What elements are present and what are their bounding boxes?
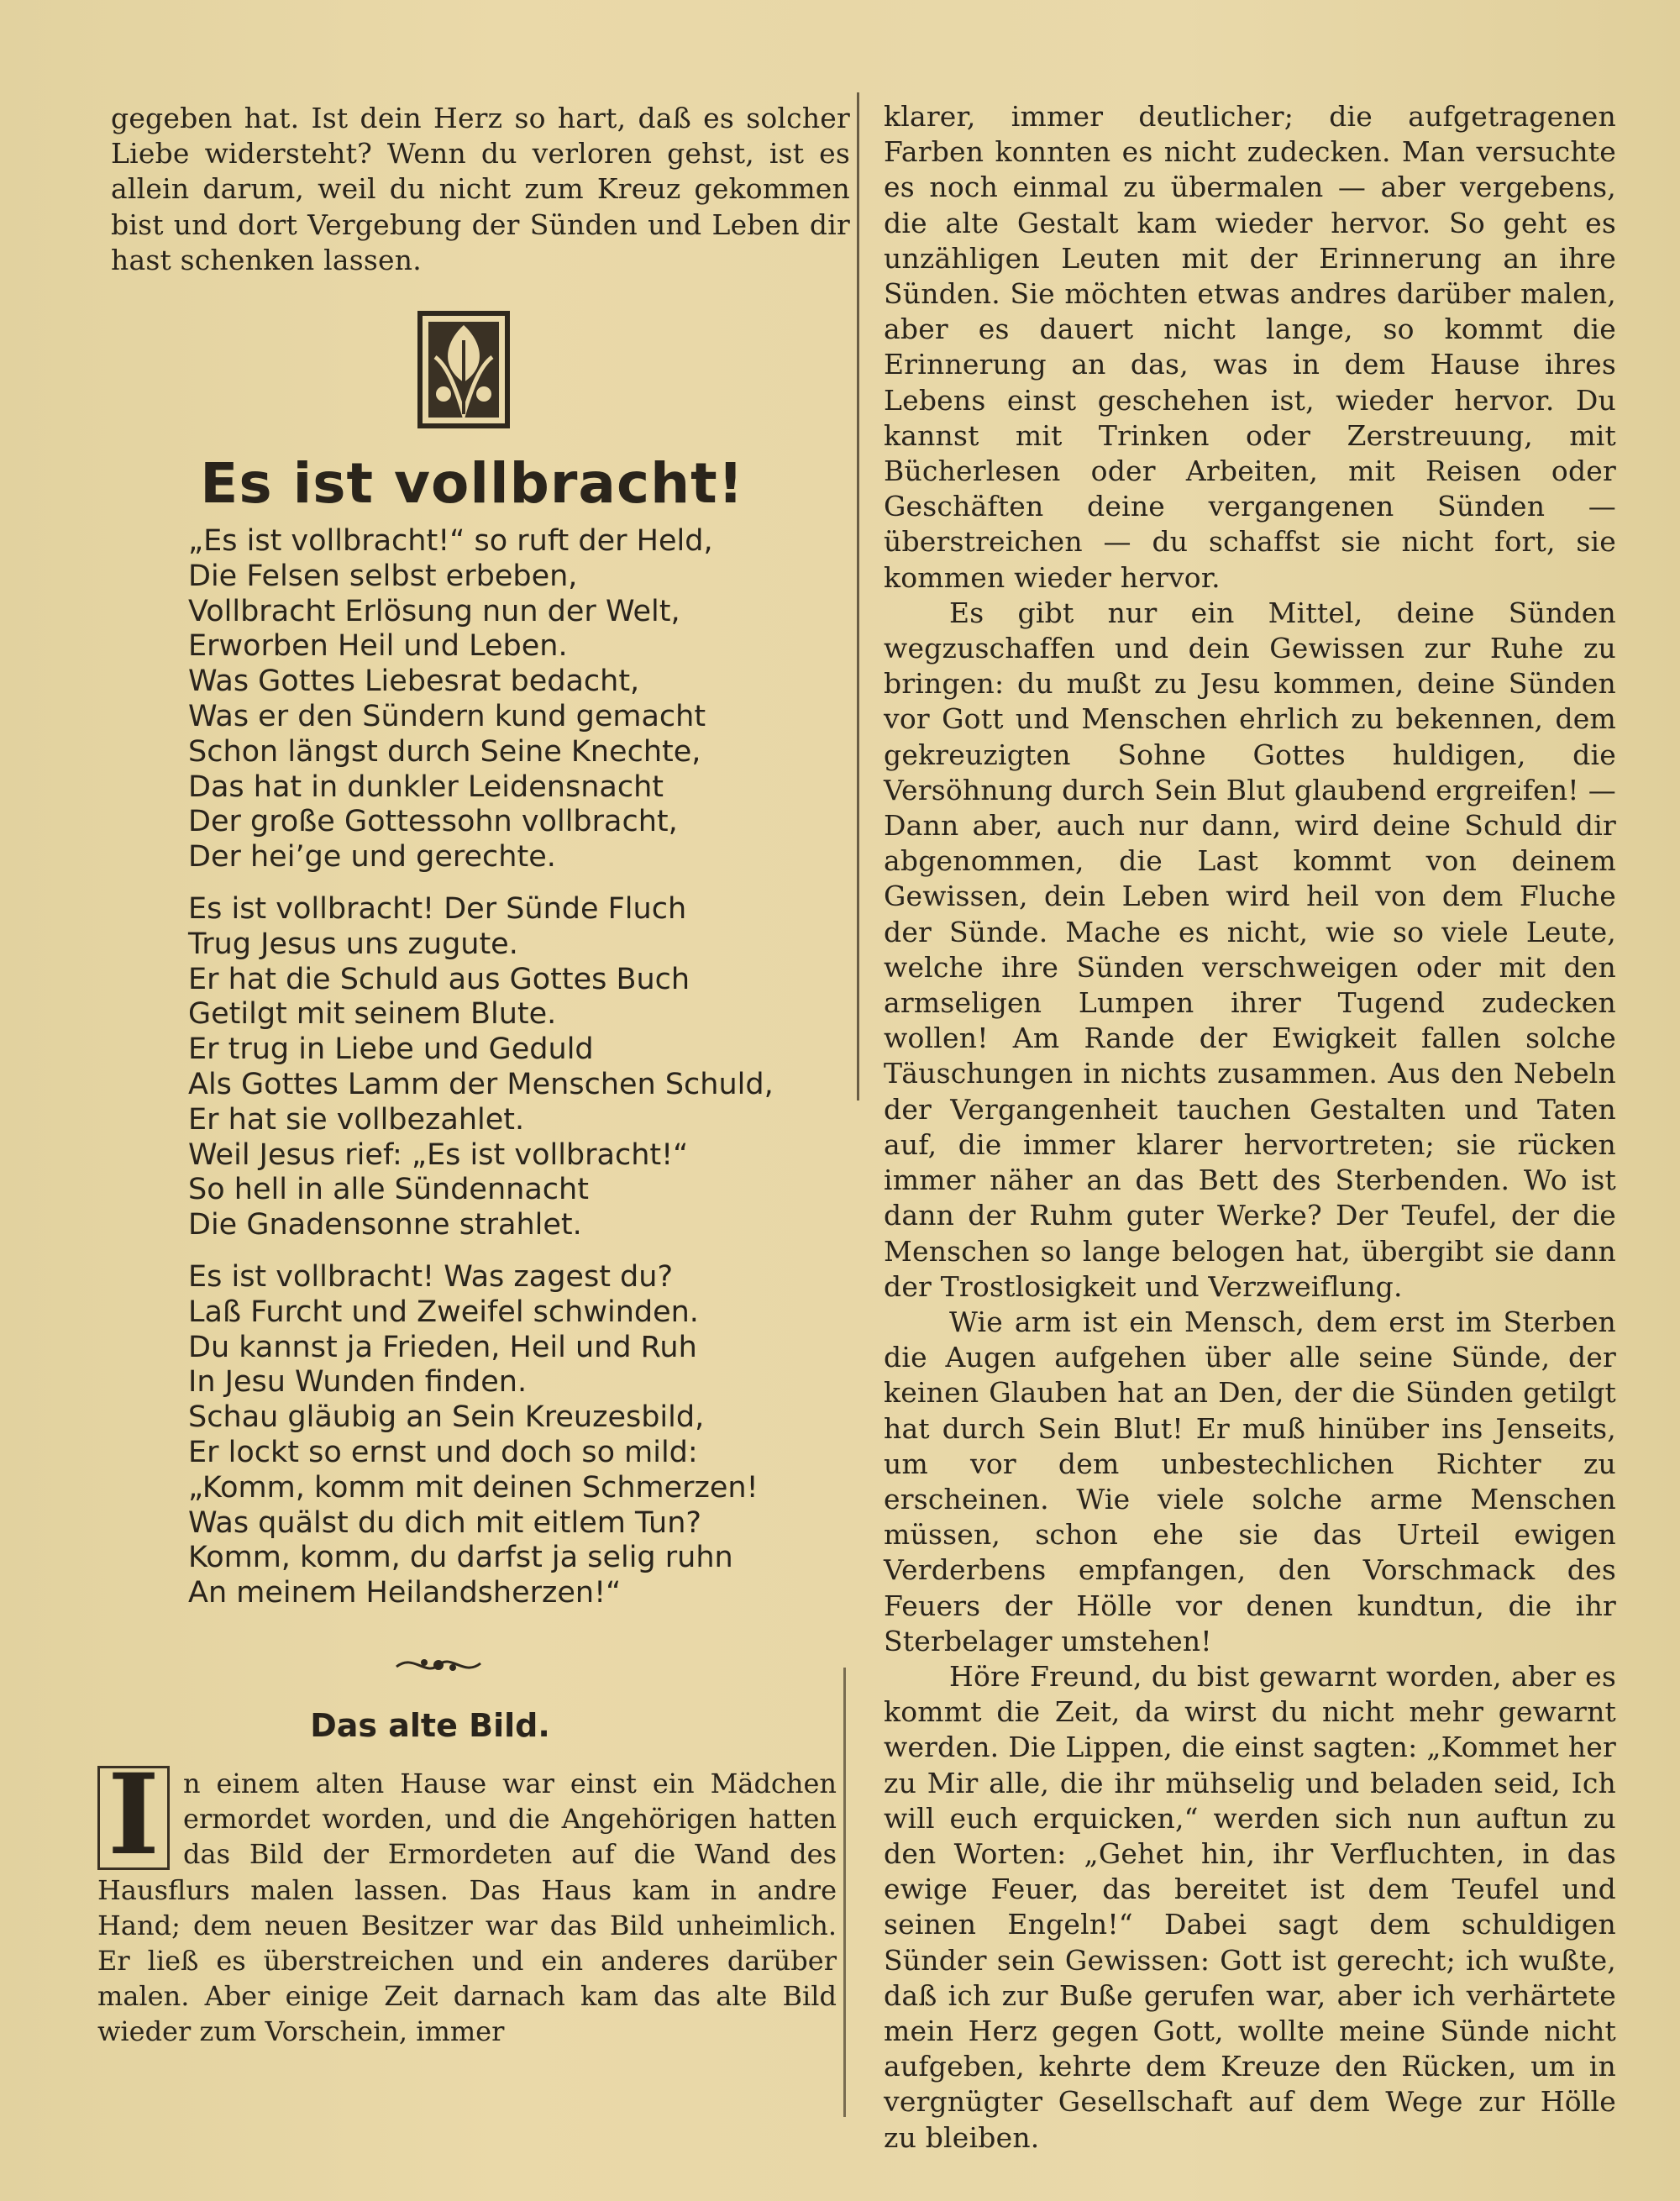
poem-line: Es ist vollbracht! Was zagest du? — [188, 1259, 674, 1294]
paragraph: klarer, immer deutlicher; die aufgetragenen Farben konnten es nicht zudecken. Man versuchte es noch einmal zu übermalen — aber vergebens, die alte Gestalt kam wieder hervor. So geht es unzähligen Leuten mit der Erinnerung an ihre Sünden. Sie möchten etwas andres darüber malen, aber es dauert nicht lange, so kommt die Erinnerung an das, was in dem Hause ihres Lebens einst geschehen ist, wieder hervor. Du kannst mit Trinken oder Zerstreuung, mit Bücherlesen oder Arbeiten, mit Reisen oder Geschäften deine vergangenen Sünden — überstreichen — du schaffst sie nicht fort, sie kommen wieder hervor. — [884, 100, 1616, 594]
drop-cap: I — [97, 1766, 170, 1870]
story-text: n einem alten Hause war einst ein Mädchen ermordet worden, und die Angehörigen hatten das Bild der Ermordeten auf die Wand des Hausflurs malen lassen. Das Haus kam in andre Hand; dem neuen Besitzer war das Bild unheimlich. Er ließ es überstreichen und ein anderes darüber malen. Aber einige Zeit darnach kam das alte Bild wieder zum Vorschein, immer — [97, 1767, 837, 2048]
poem-line: Was quälst du dich mit eitlem Tun? — [188, 1505, 701, 1540]
paragraph: Höre Freund, du bist gewarnt worden, aber es kommt die Zeit, da wirst du nicht mehr gewarnt werden. Die Lippen, die einst sagten: „Kommet her zu Mir alle, die ihr mühselig und beladen seid, Ich will euch erquicken,“ werden sich nun auftun zu den Worten: „Gehet hin, ihr Verfluchten, in das ewige Feuer, das bereitet ist dem Teufel und seinen Engeln!“ Dabei sagt dem schuldigen Sünder sein Gewissen: Gott ist gerecht; ich wußte, daß ich zur Buße gerufen war, aber ich verhärtete mein Herz gegen Gott, wollte meine Sünde nicht aufgeben, kehrte dem Kreuze den Rücken, um in vergnügter Gesellschaft auf dem Wege zur Hölle zu bleiben. — [884, 1659, 1616, 2154]
poem-line: Vollbracht Erlösung nun der Welt, — [188, 594, 680, 628]
poem-line: Laß Furcht und Zweifel schwinden. — [188, 1295, 699, 1329]
paragraph: Es gibt nur ein Mittel, deine Sünden wegzuschaffen und dein Gewissen zur Ruhe zu bringen: du mußt zu Jesu kommen, deine Sünden vor Gott und Menschen ehrlich zu bekennen, dem gekreuzigten Sohne Gottes huldigen, die Versöhnung durch Sein Blut glaubend ergreifen! — Dann aber, auch nur dann, wird deine Schuld dir abgenommen, die Last kommt von deinem Gewissen, dein Leben wird heil von dem Fluche der Sünde. Mache es nicht, wie so viele Leute, welche ihre Sünden verschweigen oder mit den armseligen Lumpen ihrer Tugend zudecken wollen! Am Rande der Ewigkeit fallen solche Täuschungen in nichts zusammen. Aus den Nebeln der Vergangenheit tauchen Gestalten und Taten auf, die immer klarer hervortreten; sie rücken immer näher an das Bett des Sterbenden. Wo ist dann der Ruhm guter Werke? Der Teufel, der die Menschen so lange belogen hat, übergibt sie dann der Trostlosigkeit und Verzweiflung. — [884, 596, 1616, 1303]
poem-line: In Jesu Wunden finden. — [188, 1365, 528, 1400]
poem-line: Erworben Heil und Leben. — [188, 629, 568, 664]
poem-line: Er hat die Schuld aus Gottes Buch — [188, 962, 690, 996]
left-column — [97, 101, 850, 2050]
poem-line: Er lockt so ernst und doch so mild: — [188, 1435, 698, 1469]
poem-line: Das hat in dunkler Leidensnacht — [188, 770, 664, 804]
poem-line: „Es ist vollbracht!“ so ruft der Held, — [188, 524, 713, 559]
paragraph: Wie arm ist ein Mensch, dem erst im Sterben die Augen aufgehen über alle seine Sünde, der keinen Glauben hat an Den, der die Sünden getilgt hat durch Sein Blut! Er muß hinüber ins Jenseits, um vor dem unbestechlichen Richter zu erscheinen. Wie viele solche arme Menschen müssen, schon ehe sie das Urteil ewigen Verderbens empfangen, den Vorschmack des Feuers der Hölle vor denen kundtun, die ihr Sterbelager umstehen! — [884, 1305, 1616, 1657]
poem-stanza-2 — [188, 892, 850, 1243]
poem-line: Er trug in Liebe und Geduld — [188, 1032, 594, 1067]
right-column — [884, 99, 1616, 2156]
right-column-text — [884, 99, 1616, 2156]
poem-line: Weil Jesus rief: „Es ist vollbracht!“ — [188, 1137, 689, 1172]
poem-line: Was er den Sündern kund gemacht — [188, 700, 706, 733]
poem-line: Schau gläubig an Sein Kreuzesbild, — [188, 1400, 705, 1435]
poem-line: Du kannst ja Frieden, Heil und Ruh — [188, 1330, 697, 1364]
poem-line: Er hat sie vollbezahlet. — [188, 1102, 525, 1137]
flourish-icon — [392, 1648, 485, 1682]
poem-line: Der große Gottessohn vollbracht, — [188, 805, 678, 839]
poem-line: Die Gnadensonne strahlet. — [188, 1208, 582, 1242]
poem-line: Die Felsen selbst erbeben, — [188, 559, 578, 593]
intro-paragraph: gegeben hat. Ist dein Herz so hart, daß es solcher Liebe widersteht? Wenn du verloren gehst, ist es allein darum, weil du nicht zum Kreuz gekommen bist und dort Vergebung der Sünden und Leben dir hast schenken lassen. — [111, 102, 850, 276]
poem-line: So hell in alle Sündennacht — [188, 1173, 589, 1207]
poem-line: Schon längst durch Seine Knechte, — [188, 734, 701, 769]
poem-line: Was Gottes Liebesrat bedacht, — [188, 665, 640, 699]
poem-title: Es ist vollbracht! — [200, 451, 744, 517]
poem-line: Als Gottes Lamm der Menschen Schuld, — [188, 1067, 774, 1101]
poem-line: Es ist vollbracht! Der Sünde Fluch — [188, 891, 687, 926]
floral-vignette-icon — [413, 307, 514, 433]
poem-line: An meinem Heilandsherzen!“ — [188, 1576, 622, 1610]
poem-line: Komm, komm, du darfst ja selig ruhn — [188, 1541, 733, 1575]
poem-line: Der hei’ge und gerechte. — [188, 840, 556, 875]
poem-line: Getilgt mit seinem Blute. — [188, 997, 557, 1032]
story-title: Das alte Bild. — [310, 1706, 550, 1744]
poem-stanza-3 — [188, 1260, 850, 1611]
poem-line: Trug Jesus uns zugute. — [188, 927, 518, 961]
poem-stanza-1 — [188, 524, 850, 875]
column-rule — [857, 92, 859, 1100]
story-paragraph — [97, 1749, 837, 2050]
poem-line: „Komm, komm mit deinen Schmerzen! — [188, 1470, 759, 1505]
